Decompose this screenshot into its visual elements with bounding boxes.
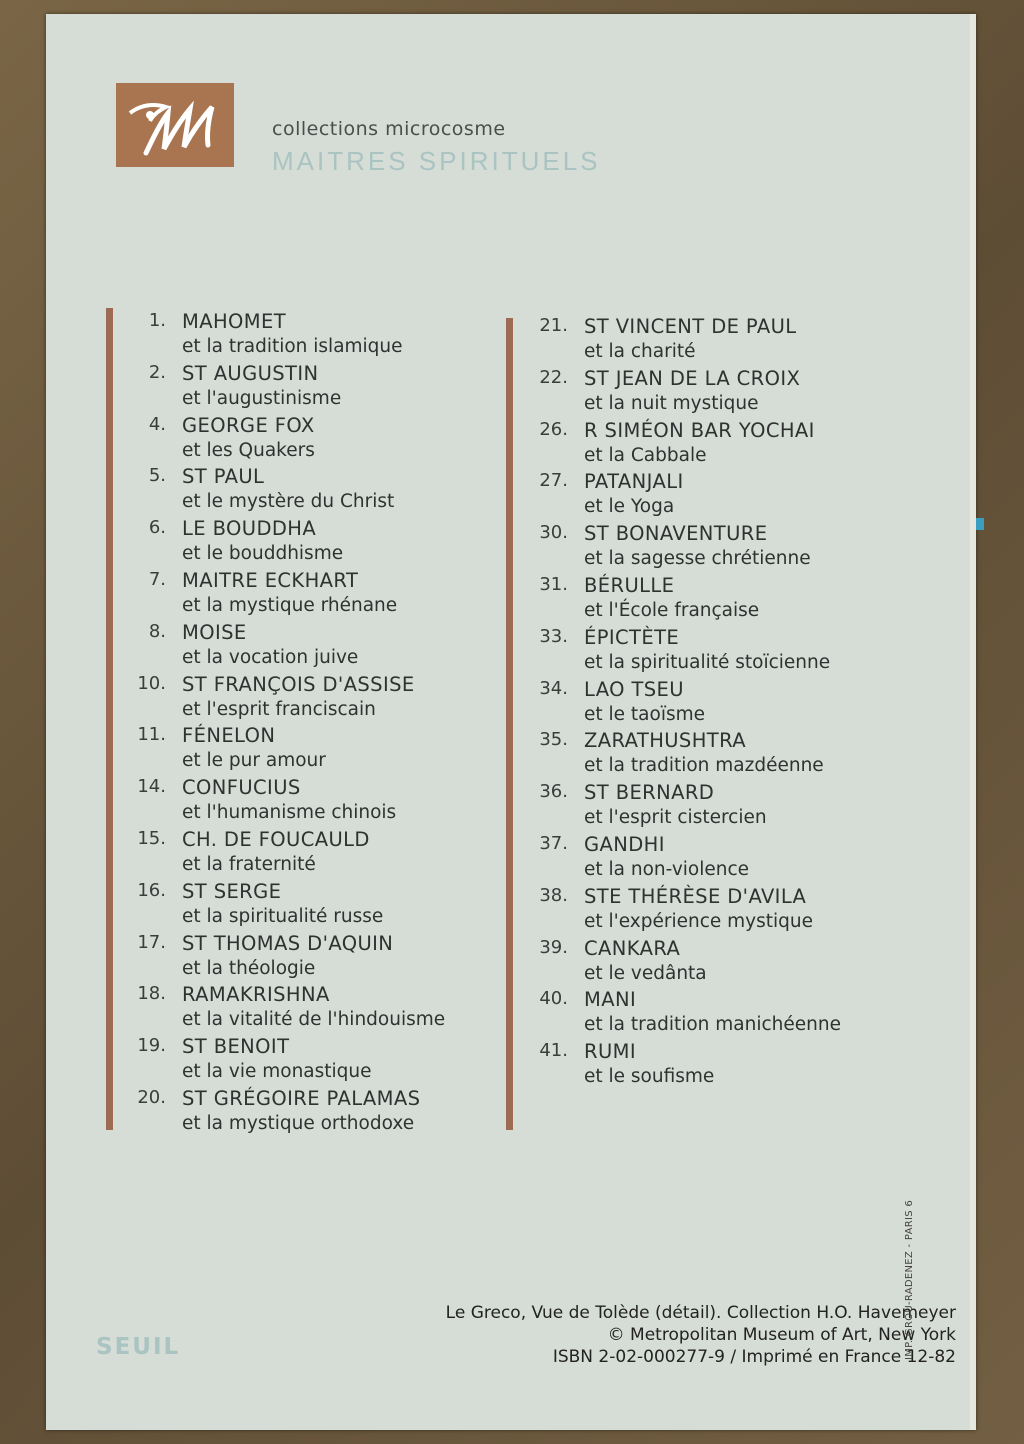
master-name: ST PAUL — [182, 465, 265, 489]
volume-subtitle: et la vie monastique — [182, 1061, 372, 1083]
master-name: ST BENOIT — [182, 1035, 290, 1059]
list-item — [118, 828, 478, 880]
volume-number: 34. — [539, 677, 568, 699]
volume-subtitle: et l'esprit cistercien — [584, 807, 767, 829]
list-item — [520, 419, 910, 471]
volume-subtitle: et la tradition manichéenne — [584, 1014, 841, 1036]
volume-subtitle: et le vedânta — [584, 962, 707, 984]
volume-subtitle: et le taoïsme — [584, 703, 706, 725]
master-name: LAO TSEU — [584, 677, 684, 701]
master-name: STE THÉRÈSE D'AVILA — [584, 884, 807, 908]
volume-subtitle: et la non-violence — [584, 858, 750, 880]
list-item — [520, 626, 910, 678]
list-item — [520, 1040, 910, 1092]
master-name: ZARATHUSHTRA — [584, 729, 746, 753]
m-logo-icon — [116, 83, 234, 167]
volume-subtitle: et la tradition mazdéenne — [584, 755, 824, 777]
volume-subtitle: et la Cabbale — [584, 444, 707, 466]
list-item — [520, 781, 910, 833]
publisher-name: SEUIL — [96, 1334, 181, 1360]
volume-subtitle: et les Quakers — [182, 439, 315, 461]
volume-number: 35. — [539, 729, 568, 751]
volume-number: 17. — [137, 931, 166, 953]
volume-number: 11. — [137, 724, 166, 746]
master-name: LE BOUDDHA — [182, 517, 317, 541]
list-item — [118, 517, 478, 569]
volume-number: 33. — [539, 625, 568, 647]
volume-number: 38. — [539, 884, 568, 906]
list-item — [118, 362, 478, 414]
list-item — [118, 569, 478, 621]
volume-number: 2. — [148, 361, 166, 383]
volume-subtitle: et l'expérience mystique — [584, 910, 814, 932]
spine-marker — [976, 518, 984, 530]
list-item — [520, 937, 910, 989]
volume-subtitle: et l'École française — [584, 599, 760, 621]
volume-number: 21. — [539, 315, 568, 336]
master-name: MAHOMET — [182, 310, 287, 333]
volume-subtitle: et la sagesse chrétienne — [584, 548, 811, 570]
master-name: ST AUGUSTIN — [182, 361, 319, 385]
volume-number: 5. — [148, 465, 166, 487]
volume-subtitle: et la charité — [584, 341, 696, 362]
volume-subtitle: et l'humanisme chinois — [182, 802, 397, 824]
list-item — [520, 367, 910, 419]
master-name: FÉNELON — [182, 724, 276, 748]
isbn-line: ISBN 2-02-000277-9 / Imprimé en France 12-82 — [552, 1347, 956, 1367]
master-name: ST SERGE — [182, 879, 282, 903]
list-item — [118, 1087, 478, 1139]
microcosme-logo — [116, 83, 234, 167]
list-item — [520, 833, 910, 885]
volume-subtitle: et l'esprit franciscain — [182, 698, 376, 720]
volume-number: 8. — [148, 620, 166, 642]
volume-subtitle: et la tradition islamique — [182, 336, 403, 357]
volume-subtitle: et le soufisme — [584, 1066, 715, 1088]
master-name: GEORGE FOX — [182, 413, 315, 437]
volume-number: 6. — [148, 517, 166, 539]
master-name: R SIMÉON BAR YOCHAI — [584, 418, 815, 442]
master-name: CH. DE FOUCAULD — [182, 827, 370, 851]
list-item — [520, 522, 910, 574]
list-item — [520, 470, 910, 522]
volume-subtitle: et la théologie — [182, 957, 316, 979]
volume-subtitle: et la vocation juive — [182, 646, 359, 668]
volume-subtitle: et la spiritualité stoïcienne — [584, 651, 831, 673]
volume-number: 7. — [148, 568, 166, 590]
volume-subtitle: et la vitalité de l'hindouisme — [182, 1009, 446, 1031]
credit-line: Le Greco, Vue de Tolède (détail). Collection H.O. Havemeyer — [445, 1303, 956, 1323]
volume-number: 18. — [137, 983, 166, 1005]
list-item — [118, 776, 478, 828]
copyright-line: © Metropolitan Museum of Art, New York — [607, 1325, 956, 1345]
master-name: ST BERNARD — [584, 781, 715, 805]
volume-subtitle: et le mystère du Christ — [182, 491, 395, 513]
volume-subtitle: et la mystique orthodoxe — [182, 1112, 415, 1134]
master-name: ÉPICTÈTE — [584, 625, 680, 649]
volume-subtitle: et l'augustinisme — [182, 387, 342, 409]
left-divider-rule — [106, 308, 113, 1130]
master-name: PATANJALI — [584, 470, 684, 494]
volume-subtitle: et la fraternité — [182, 853, 316, 875]
master-name: MAITRE ECKHART — [182, 568, 359, 592]
list-item — [118, 465, 478, 517]
volume-subtitle: et la nuit mystique — [584, 392, 759, 414]
volume-number: 10. — [137, 672, 166, 694]
series-title: MAITRES SPIRITUELS — [272, 146, 601, 176]
volume-number: 19. — [137, 1035, 166, 1057]
master-name: BÉRULLE — [584, 573, 675, 597]
list-item — [520, 574, 910, 626]
right-divider-rule — [506, 318, 513, 1130]
list-item — [118, 880, 478, 932]
list-item — [118, 932, 478, 984]
volume-number: 27. — [539, 470, 568, 492]
volume-number: 41. — [539, 1040, 568, 1062]
title-list-right — [520, 315, 910, 1092]
volume-number: 26. — [539, 418, 568, 440]
volume-number: 20. — [137, 1086, 166, 1108]
master-name: ST GRÉGOIRE PALAMAS — [182, 1086, 421, 1110]
master-name: ST BONAVENTURE — [584, 522, 768, 546]
list-item — [118, 724, 478, 776]
volume-subtitle: et la spiritualité russe — [182, 905, 384, 927]
collection-name: collections microcosme — [272, 118, 506, 140]
master-name: ST FRANÇOIS D'ASSISE — [182, 672, 415, 696]
list-item — [118, 621, 478, 673]
list-item — [520, 315, 910, 367]
volume-number: 22. — [539, 366, 568, 388]
master-name: RUMI — [584, 1040, 636, 1064]
master-name: ST VINCENT DE PAUL — [584, 315, 797, 338]
volume-subtitle: et le pur amour — [182, 750, 326, 772]
list-item — [118, 673, 478, 725]
volume-number: 14. — [137, 776, 166, 798]
volume-number: 4. — [148, 413, 166, 435]
list-item — [118, 414, 478, 466]
volume-number: 31. — [539, 573, 568, 595]
volume-number: 15. — [137, 827, 166, 849]
volume-subtitle: et la mystique rhénane — [182, 594, 398, 616]
volume-subtitle: et le Yoga — [584, 496, 675, 518]
list-item — [118, 1035, 478, 1087]
master-name: MANI — [584, 988, 637, 1012]
image-credits — [446, 1302, 956, 1368]
title-list-left — [118, 310, 478, 1139]
volume-number: 1. — [148, 310, 166, 331]
master-name: RAMAKRISHNA — [182, 983, 330, 1007]
list-item — [520, 729, 910, 781]
volume-number: 40. — [539, 988, 568, 1010]
volume-number: 36. — [539, 781, 568, 803]
volume-number: 39. — [539, 936, 568, 958]
master-name: CONFUCIUS — [182, 776, 301, 800]
list-item — [520, 988, 910, 1040]
list-item — [520, 678, 910, 730]
volume-number: 30. — [539, 522, 568, 544]
list-item — [118, 310, 478, 362]
volume-number: 37. — [539, 832, 568, 854]
master-name: GANDHI — [584, 832, 665, 856]
list-item — [118, 983, 478, 1035]
master-name: ST THOMAS D'AQUIN — [182, 931, 394, 955]
volume-number: 16. — [137, 879, 166, 901]
master-name: ST JEAN DE LA CROIX — [584, 366, 801, 390]
printer-imprint: IMP. GROU-RADENEZ - PARIS 6 — [904, 1199, 915, 1360]
master-name: CANKARA — [584, 936, 681, 960]
volume-subtitle: et le bouddhisme — [182, 543, 344, 565]
list-item — [520, 885, 910, 937]
master-name: MOISE — [182, 620, 247, 644]
